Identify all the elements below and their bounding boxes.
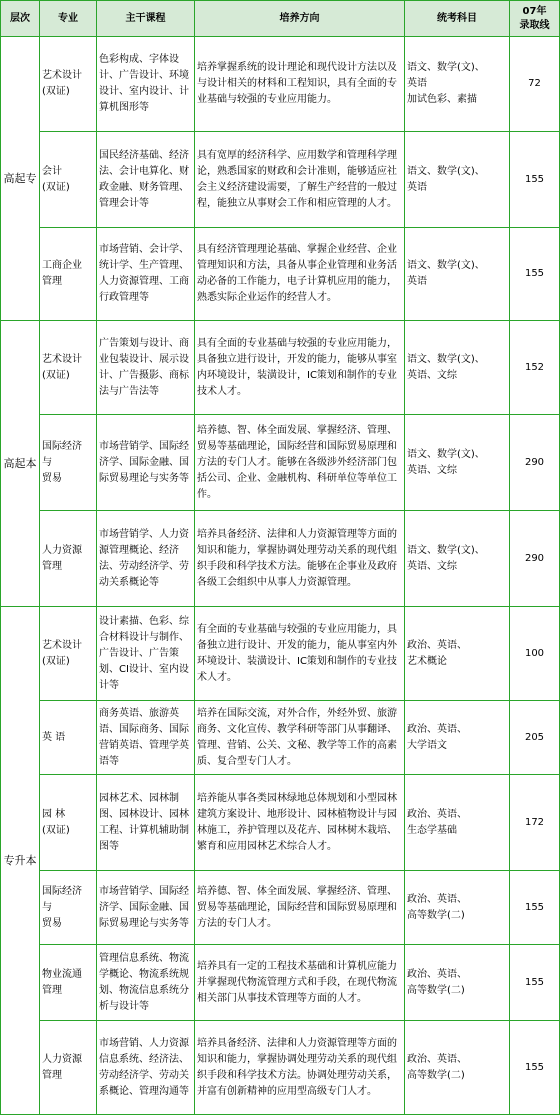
- score-cell: 152: [510, 321, 560, 415]
- direction-cell: 培养掌握系统的设计理论和现代设计方法以及与设计相关的材料和工程知识，具有全面的专业基础与较强的专业应用能力。: [195, 37, 405, 132]
- table-row: [1, 775, 560, 871]
- subjects-cell: 语文、数学(文)、 英语、文综: [405, 511, 510, 607]
- major-cell: 艺术设计 (双证): [40, 607, 97, 701]
- major-cell: 艺术设计 (双证): [40, 37, 97, 132]
- header-courses: 主干课程: [97, 1, 195, 37]
- courses-cell: 市场营销学、人力资源管理概论、经济法、劳动经济学、劳动关系概论等: [97, 511, 195, 607]
- subjects-cell: 政治、英语、 生态学基础: [405, 775, 510, 871]
- score-cell: 205: [510, 701, 560, 775]
- courses-cell: 市场营销、人力资源信息系统、经济法、劳动经济学、劳动关系概论、管理沟通等: [97, 1021, 195, 1115]
- subjects-cell: 政治、英语、 高等数学(二): [405, 1021, 510, 1115]
- major-cell: 工商企业 管理: [40, 228, 97, 321]
- header-score-label: 07年 录取线: [519, 5, 550, 31]
- score-cell: 100: [510, 607, 560, 701]
- direction-cell: 培养能从事各类园林绿地总体规划和小型园林建筑方案设计、地形设计、园林植物设计与园林施工，养护管理以及花卉、园林树木栽培、繁育和应用园林艺术综合人才。: [195, 775, 405, 871]
- direction-cell: 具有宽厚的经济科学、应用数学和管理科学理论，熟悉国家的财政和会计准则，能够适应社会主义经济建设需要，了解生产经营的一般过程，能独立从事财会工作和相应管理的人才。: [195, 132, 405, 228]
- courses-cell: 设计素描、色彩、综合材料设计与制作、广告设计、广告策划、CI设计、室内设计等: [97, 607, 195, 701]
- direction-cell: 培养具备经济、法律和人力资源管理等方面的知识和能力，掌握协调处理劳动关系的现代组织手段和科学技术方法。协调处理劳动关系，并富有创新精神的应用型高级专门人才。: [195, 1021, 405, 1115]
- direction-cell: 具有全面的专业基础与较强的专业应用能力，具备独立进行设计，开发的能力，能够从事室内环境设计，装潢设计，IC策划和制作的专业技术人才。: [195, 321, 405, 415]
- table-row: [1, 511, 560, 607]
- header-subjects: 统考科目: [405, 1, 510, 37]
- subjects-cell: 政治、英语、 高等数学(二): [405, 945, 510, 1021]
- major-cell: 艺术设计 (双证): [40, 321, 97, 415]
- score-cell: 155: [510, 132, 560, 228]
- score-cell: 155: [510, 228, 560, 321]
- courses-cell: 色彩构成、字体设计、广告设计、环境设计、室内设计、计算机图形等: [97, 37, 195, 132]
- direction-cell: 具有经济管理理论基础、掌握企业经营、企业管理知识和方法，具备从事企业管理和业务活动必备的工作能力，电子计算机应用的能力，熟悉实际企业运作的经营人才。: [195, 228, 405, 321]
- major-cell: 物业流通 管理: [40, 945, 97, 1021]
- table-row: [1, 415, 560, 511]
- table-row: [1, 871, 560, 945]
- subjects-cell: 语文、数学(文)、 英语: [405, 228, 510, 321]
- courses-cell: 园林艺术、园林制图、园林设计、园林工程、计算机辅助制图等: [97, 775, 195, 871]
- table-row: [1, 607, 560, 701]
- major-cell: 会计 (双证): [40, 132, 97, 228]
- table-row: [1, 701, 560, 775]
- level-cell: 高起本: [1, 321, 40, 607]
- major-cell: 英 语: [40, 701, 97, 775]
- direction-cell: 培养德、智、体全面发展、掌握经济、管理、贸易等基础理论，国际经营和国际贸易原理和方法的专门人才。: [195, 871, 405, 945]
- table-row: [1, 321, 560, 415]
- direction-cell: 培养具备经济、法律和人力资源管理等方面的知识和能力，掌握协调处理劳动关系的现代组织手段和科学技术方法。能够在企事业及政府各级工会组织中从事人力资源管理。: [195, 511, 405, 607]
- score-cell: 290: [510, 511, 560, 607]
- table-row: [1, 37, 560, 132]
- header-row: [1, 1, 560, 37]
- major-cell: 园 林 (双证): [40, 775, 97, 871]
- courses-cell: 商务英语、旅游英语、国际商务、国际营销英语、管理学英语等: [97, 701, 195, 775]
- table-row: [1, 132, 560, 228]
- header-level: 层次: [1, 1, 40, 37]
- major-cell: 国际经济 与 贸易: [40, 871, 97, 945]
- header-major: 专业: [40, 1, 97, 37]
- header-score: [510, 1, 560, 37]
- direction-cell: 培养具有一定的工程技术基础和计算机应能力并掌握现代物流管理方式和手段，在现代物流相关部门从事技术管理等方面的人才。: [195, 945, 405, 1021]
- level-cell: 专升本: [1, 607, 40, 1115]
- score-cell: 172: [510, 775, 560, 871]
- subjects-cell: 语文、数学(文)、 英语: [405, 132, 510, 228]
- score-cell: 290: [510, 415, 560, 511]
- major-cell: 国际经济 与 贸易: [40, 415, 97, 511]
- direction-cell: 培养德、智、体全面发展、掌握经济、管理、贸易等基础理论，国际经营和国际贸易原理和方法的专门人才。能够在各级涉外经济部门包括公司、企业、金融机构、科研单位等单位工作。: [195, 415, 405, 511]
- score-cell: 155: [510, 945, 560, 1021]
- score-cell: 155: [510, 871, 560, 945]
- courses-cell: 市场营销、会计学、统计学、生产管理、人力资源管理、工商行政管理等: [97, 228, 195, 321]
- subjects-cell: 政治、英语、 高等数学(二): [405, 871, 510, 945]
- header-direction: 培养方向: [195, 1, 405, 37]
- subjects-cell: 政治、英语、 大学语文: [405, 701, 510, 775]
- major-cell: 人力资源 管理: [40, 511, 97, 607]
- subjects-cell: 语文、数学(文)、 英语、文综: [405, 321, 510, 415]
- direction-cell: 培养在国际交流，对外合作，外经外贸、旅游商务、文化宣传、教学科研等部门从事翻译、管理、营销、公关、文秘、教学等工作的高素质、复合型专门人才。: [195, 701, 405, 775]
- score-cell: 155: [510, 1021, 560, 1115]
- major-cell: 人力资源 管理: [40, 1021, 97, 1115]
- direction-cell: 有全面的专业基础与较强的专业应用能力，具备独立进行设计、开发的能力，能从事室内外环境设计、装潢设计、IC策划和制作的专业技术人才。: [195, 607, 405, 701]
- score-cell: 72: [510, 37, 560, 132]
- subjects-cell: 政治、英语、 艺术概论: [405, 607, 510, 701]
- table-row: [1, 1021, 560, 1115]
- courses-cell: 广告策划与设计、商业包装设计、展示设计、广告摄影、商标法与广告法等: [97, 321, 195, 415]
- subjects-cell: 语文、数学(文)、 英语、文综: [405, 415, 510, 511]
- table-row: [1, 945, 560, 1021]
- courses-cell: 市场营销学、国际经济学、国际金融、国际贸易理论与实务等: [97, 871, 195, 945]
- courses-cell: 管理信息系统、物流学概论、物流系统规划、物流信息系统分析与设计等: [97, 945, 195, 1021]
- table-row: [1, 228, 560, 321]
- level-cell: 高起专: [1, 37, 40, 321]
- subjects-cell: 语文、数学(文)、 英语 加试色彩、素描: [405, 37, 510, 132]
- courses-cell: 国民经济基础、经济法、会计电算化、财政金融、财务管理、管理会计等: [97, 132, 195, 228]
- courses-cell: 市场营销学、国际经济学、国际金融、国际贸易理论与实务等: [97, 415, 195, 511]
